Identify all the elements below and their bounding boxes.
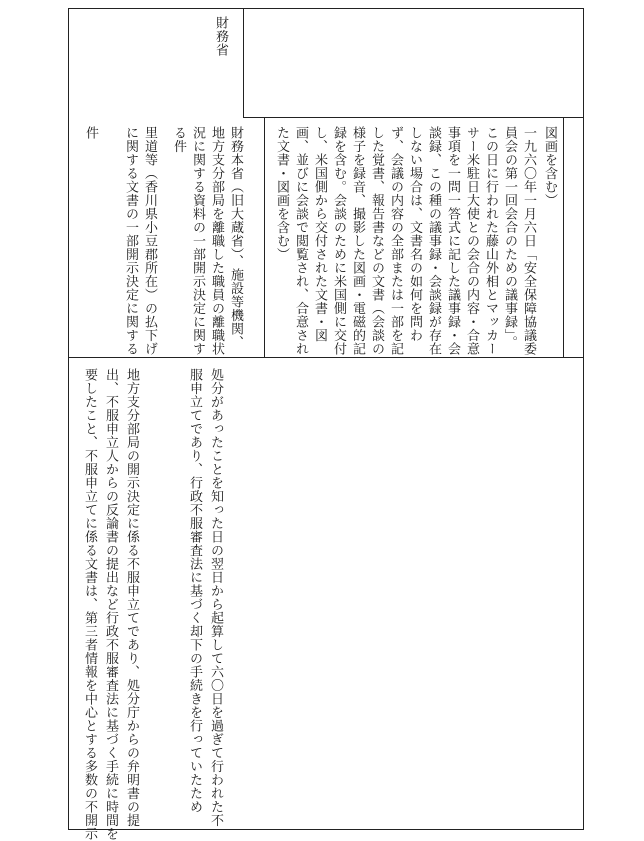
case1-content-line: 談録、この種の議事録・会談録が存在 bbox=[426, 126, 441, 356]
case2-reason-line: 出、不服申立人からの反論書の提出など行政不服審査法に基づく手続に時間を bbox=[103, 368, 118, 841]
case2-subject-line: 里道等（香川県小豆郡所在）の払下げ bbox=[142, 126, 157, 356]
table-border-right bbox=[583, 8, 584, 830]
agency-label: 財務省 bbox=[213, 16, 228, 57]
case1-content-line: サー米駐日大使との会合の内容・合意 bbox=[464, 126, 479, 356]
case1-subject-tail: 図画を含む） bbox=[542, 126, 557, 207]
table-border-left bbox=[68, 8, 69, 830]
case2-subject-line: る件 bbox=[171, 126, 186, 153]
table-border-top bbox=[68, 8, 584, 9]
case1-content-line: ず、会議の内容の全部または一部を記 bbox=[388, 126, 403, 356]
case1-reason-line: 処分があったことを知った日の翌日から起算して六〇日を過ぎて行われた不 bbox=[208, 368, 223, 827]
case1-content-line: 画、並びに会談で閲覧され、合意され bbox=[293, 126, 308, 356]
table-border-bottom bbox=[68, 829, 584, 830]
case2-subject-line: 件 bbox=[83, 126, 98, 140]
case1-content-line: 録を含む。会談のために米国側に交付 bbox=[331, 126, 346, 356]
row-divider bbox=[68, 357, 584, 358]
case2-subject-line: に関する文書の一部開示決定に関する bbox=[123, 126, 138, 356]
inner-box-right bbox=[563, 117, 564, 357]
case1-content-line: した覚書、報告書などの文書（会談の bbox=[369, 126, 384, 356]
header-bottom-rule bbox=[243, 117, 584, 118]
case2-subject-line: 況に関する資料の一部開示決定に関す bbox=[190, 126, 205, 356]
case2-reason-line: 要したこと、不服申立てに係る文書は、第三者情報を中心とする多数の不開示 bbox=[82, 368, 97, 841]
case1-content-line: 事項を一問一答式に記した議事録・会 bbox=[445, 126, 460, 356]
case1-content-line: し、米国側から交付された文書・図 bbox=[312, 126, 327, 342]
inner-box-left bbox=[264, 117, 265, 357]
case2-subject-line: 地方支分部局を離職した職員の離職状 bbox=[209, 126, 224, 356]
case1-content-line: この日に行われた藤山外相とマッカー bbox=[483, 126, 498, 356]
case1-content-line: 一九六〇年一月六日「安全保障協議委 bbox=[521, 126, 536, 356]
case1-content-line: しない場合は、文書名の如何を問わ bbox=[407, 126, 422, 342]
header-divider bbox=[243, 8, 244, 118]
case1-content-line: 員会の第一回会合のための議事録」。 bbox=[502, 126, 517, 349]
case1-reason-line: 服申立てであり、行政不服審査法に基づく却下の手続きを行っていたため bbox=[187, 368, 202, 814]
case1-content-line: 様子を録音、撮影した図画・電磁的記 bbox=[350, 126, 365, 356]
case2-reason-line: 地方支分部局の開示決定に係る不服申立てであり、処分庁からの弁明書の提 bbox=[124, 368, 139, 827]
case2-subject-line: 財務本省（旧大蔵省）、施設等機関、 bbox=[228, 126, 243, 349]
case1-content-line: た文書・図画を含む） bbox=[274, 126, 289, 261]
